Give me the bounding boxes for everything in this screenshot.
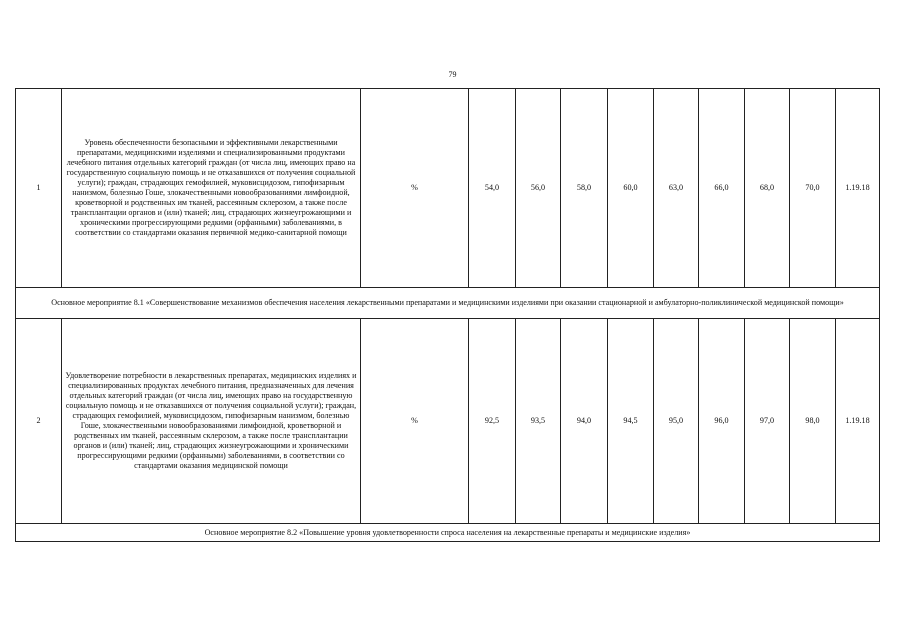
value-cell: 68,0 <box>745 89 790 288</box>
indicator-description-cell: Удовлетворение потребности в лекарственных препаратах, медицинских изделиях и специализированных продуктах лечебного питания, предназначенных для лечения отдельных категорий граждан (от числа лиц, имеющих право на государственную социальную помощь и не отказавшихся от получения социальной услуги); граждан, страдающих гемофилией, муковисцидозом, гипофизарным нанизмом, болезнью Гоше, злокачественными новообразованиями лимфоидной, кроветворной и родственных им тканей, рассеянным склерозом, а также после трансплантации органов и (или) тканей; лиц, страдающих жизнеугрожающими и хроническими прогрессирующими редкими (орфанными) заболеваниями, в соответствии со стандартами оказания медицинской помощи <box>62 319 361 524</box>
event-heading-cell: Основное мероприятие 8.2 «Повышение уровня удовлетворенности спроса населения на лекарственные препараты и медицинские изделия» <box>16 524 880 542</box>
value-cell: 98,0 <box>790 319 836 524</box>
value-cell: 94,5 <box>608 319 654 524</box>
table-row <box>16 319 880 524</box>
value-cell: 95,0 <box>654 319 699 524</box>
indicators-table <box>15 88 880 542</box>
value-cell: 66,0 <box>699 89 745 288</box>
row-number-cell: 2 <box>16 319 62 524</box>
indicator-description-cell: Уровень обеспеченности безопасными и эффективными лекарственными препаратами, медицинскими изделиями и специализированными продуктами лечебного питания отдельных категорий граждан (от числа лиц, имеющих право на государственную социальную помощь и не отказавшихся от получения социальной услуги); граждан, страдающих гемофилией, муковисцидозом, гипофизарным нанизмом, болезнью Гоше, злокачественными новообразованиями лимфоидной, кроветворной и родственных им тканей, рассеянным склерозом, а также после трансплантации органов и (или) тканей; лиц, страдающих жизнеугрожающими и хроническими прогрессирующими редкими (орфанными) заболеваниями, в соответствии со стандартами оказания первичной медико-санитарной помощи <box>62 89 361 288</box>
event-heading-cell: Основное мероприятие 8.1 «Совершенствование механизмов обеспечения населения лекарственными препаратами и медицинскими изделиями при оказании стационарной и амбулаторно-поликлинической медицинской помощи» <box>16 288 880 319</box>
value-cell: 56,0 <box>516 89 561 288</box>
value-cell: 63,0 <box>654 89 699 288</box>
table-row <box>16 89 880 288</box>
value-cell: 60,0 <box>608 89 654 288</box>
value-cell: 94,0 <box>561 319 608 524</box>
code-cell: 1.19.18 <box>836 319 880 524</box>
table-row <box>16 524 880 542</box>
value-cell: 92,5 <box>469 319 516 524</box>
value-cell: 96,0 <box>699 319 745 524</box>
value-cell: 54,0 <box>469 89 516 288</box>
row-number-cell: 1 <box>16 89 62 288</box>
value-cell: 97,0 <box>745 319 790 524</box>
code-cell: 1.19.18 <box>836 89 880 288</box>
value-cell: 70,0 <box>790 89 836 288</box>
table-row <box>16 288 880 319</box>
page-number: 79 <box>448 70 457 79</box>
value-cell: 58,0 <box>561 89 608 288</box>
value-cell: 93,5 <box>516 319 561 524</box>
unit-cell: % <box>361 89 469 288</box>
unit-cell: % <box>361 319 469 524</box>
